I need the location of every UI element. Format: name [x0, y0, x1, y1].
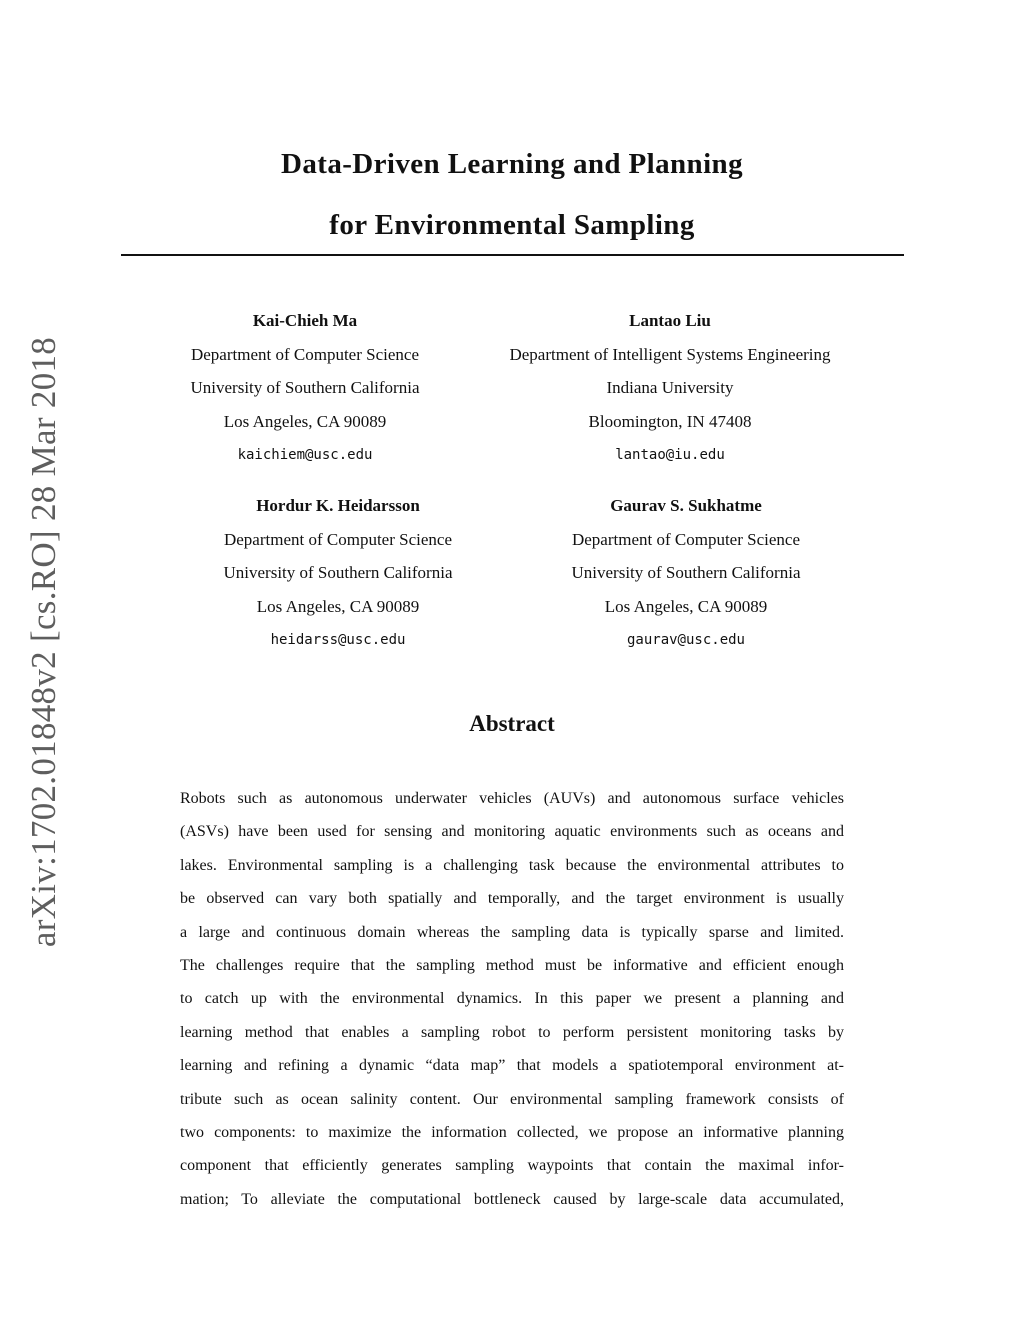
- abstract-line: be observed can vary both spatially and temporally, and the target environment is usually: [180, 890, 844, 908]
- author-email[interactable]: lantao@iu.edu: [615, 447, 725, 463]
- abstract-heading: Abstract: [469, 711, 555, 736]
- abstract-line: lakes. Environmental sampling is a challenging task because the environmental attributes to: [180, 856, 844, 874]
- author-department: Department of Computer Science: [223, 529, 452, 549]
- abstract-body: [180, 787, 844, 1221]
- abstract-line: tribute such as ocean salinity content. Our environmental sampling framework consists of: [180, 1090, 844, 1108]
- abstract-line: learning method that enables a sampling robot to perform persistent monitoring tasks by: [180, 1023, 844, 1041]
- author-location: Los Angeles, CA 90089: [604, 596, 768, 616]
- author-name: Gaurav S. Sukhatme: [610, 496, 762, 515]
- author-block-sukhatme: [476, 495, 896, 663]
- abstract-line: The challenges require that the sampling method must be informative and efficient enough: [180, 956, 844, 974]
- author-department: Department of Computer Science: [190, 344, 419, 364]
- author-institution: University of Southern California: [190, 378, 420, 397]
- author-institution: University of Southern California: [571, 563, 801, 582]
- author-block-ma: [95, 310, 515, 478]
- abstract-line: learning and refining a dynamic “data map” that models a spatiotemporal environment at-: [180, 1057, 844, 1075]
- author-department: Department of Computer Science: [571, 529, 800, 549]
- author-location: Bloomington, IN 47408: [588, 411, 752, 431]
- title-divider: [121, 254, 904, 256]
- author-department: Department of Intelligent Systems Engineering: [509, 344, 831, 364]
- abstract-line: component that efficiently generates sampling waypoints that contain the maximal infor-: [180, 1157, 844, 1175]
- author-email[interactable]: gaurav@usc.edu: [626, 632, 745, 648]
- paper-title: [0, 140, 1024, 262]
- author-name: Kai-Chieh Ma: [252, 311, 358, 330]
- title-line-1: Data-Driven Learning and Planning: [281, 148, 743, 180]
- title-line-2: for Environmental Sampling: [329, 209, 695, 241]
- author-email[interactable]: heidarss@usc.edu: [270, 632, 406, 648]
- abstract-line: mation; To alleviate the computational bottleneck caused by large-scale data accumulated,: [180, 1190, 844, 1208]
- author-block-liu: [460, 310, 880, 478]
- author-location: Los Angeles, CA 90089: [256, 596, 420, 616]
- abstract-line: Robots such as autonomous underwater vehicles (AUVs) and autonomous surface vehicles: [180, 790, 844, 807]
- abstract-line: (ASVs) have been used for sensing and monitoring aquatic environments such as oceans and: [180, 823, 844, 841]
- author-institution: University of Southern California: [223, 563, 453, 582]
- abstract-line: a large and continuous domain whereas the sampling data is typically sparse and limited.: [180, 923, 844, 941]
- author-email[interactable]: kaichiem@usc.edu: [237, 447, 373, 463]
- abstract-line: two components: to maximize the information collected, we propose an informative planning: [180, 1123, 844, 1141]
- author-name: Lantao Liu: [629, 311, 711, 330]
- author-name: Hordur K. Heidarsson: [256, 496, 420, 515]
- author-location: Los Angeles, CA 90089: [223, 411, 387, 431]
- abstract-line: to catch up with the environmental dynamics. In this paper we present a planning and: [180, 990, 844, 1008]
- author-institution: Indiana University: [606, 378, 734, 397]
- arxiv-identifier-stamp: arXiv:1702.01848v2 [cs.RO] 28 Mar 2018: [24, 336, 63, 948]
